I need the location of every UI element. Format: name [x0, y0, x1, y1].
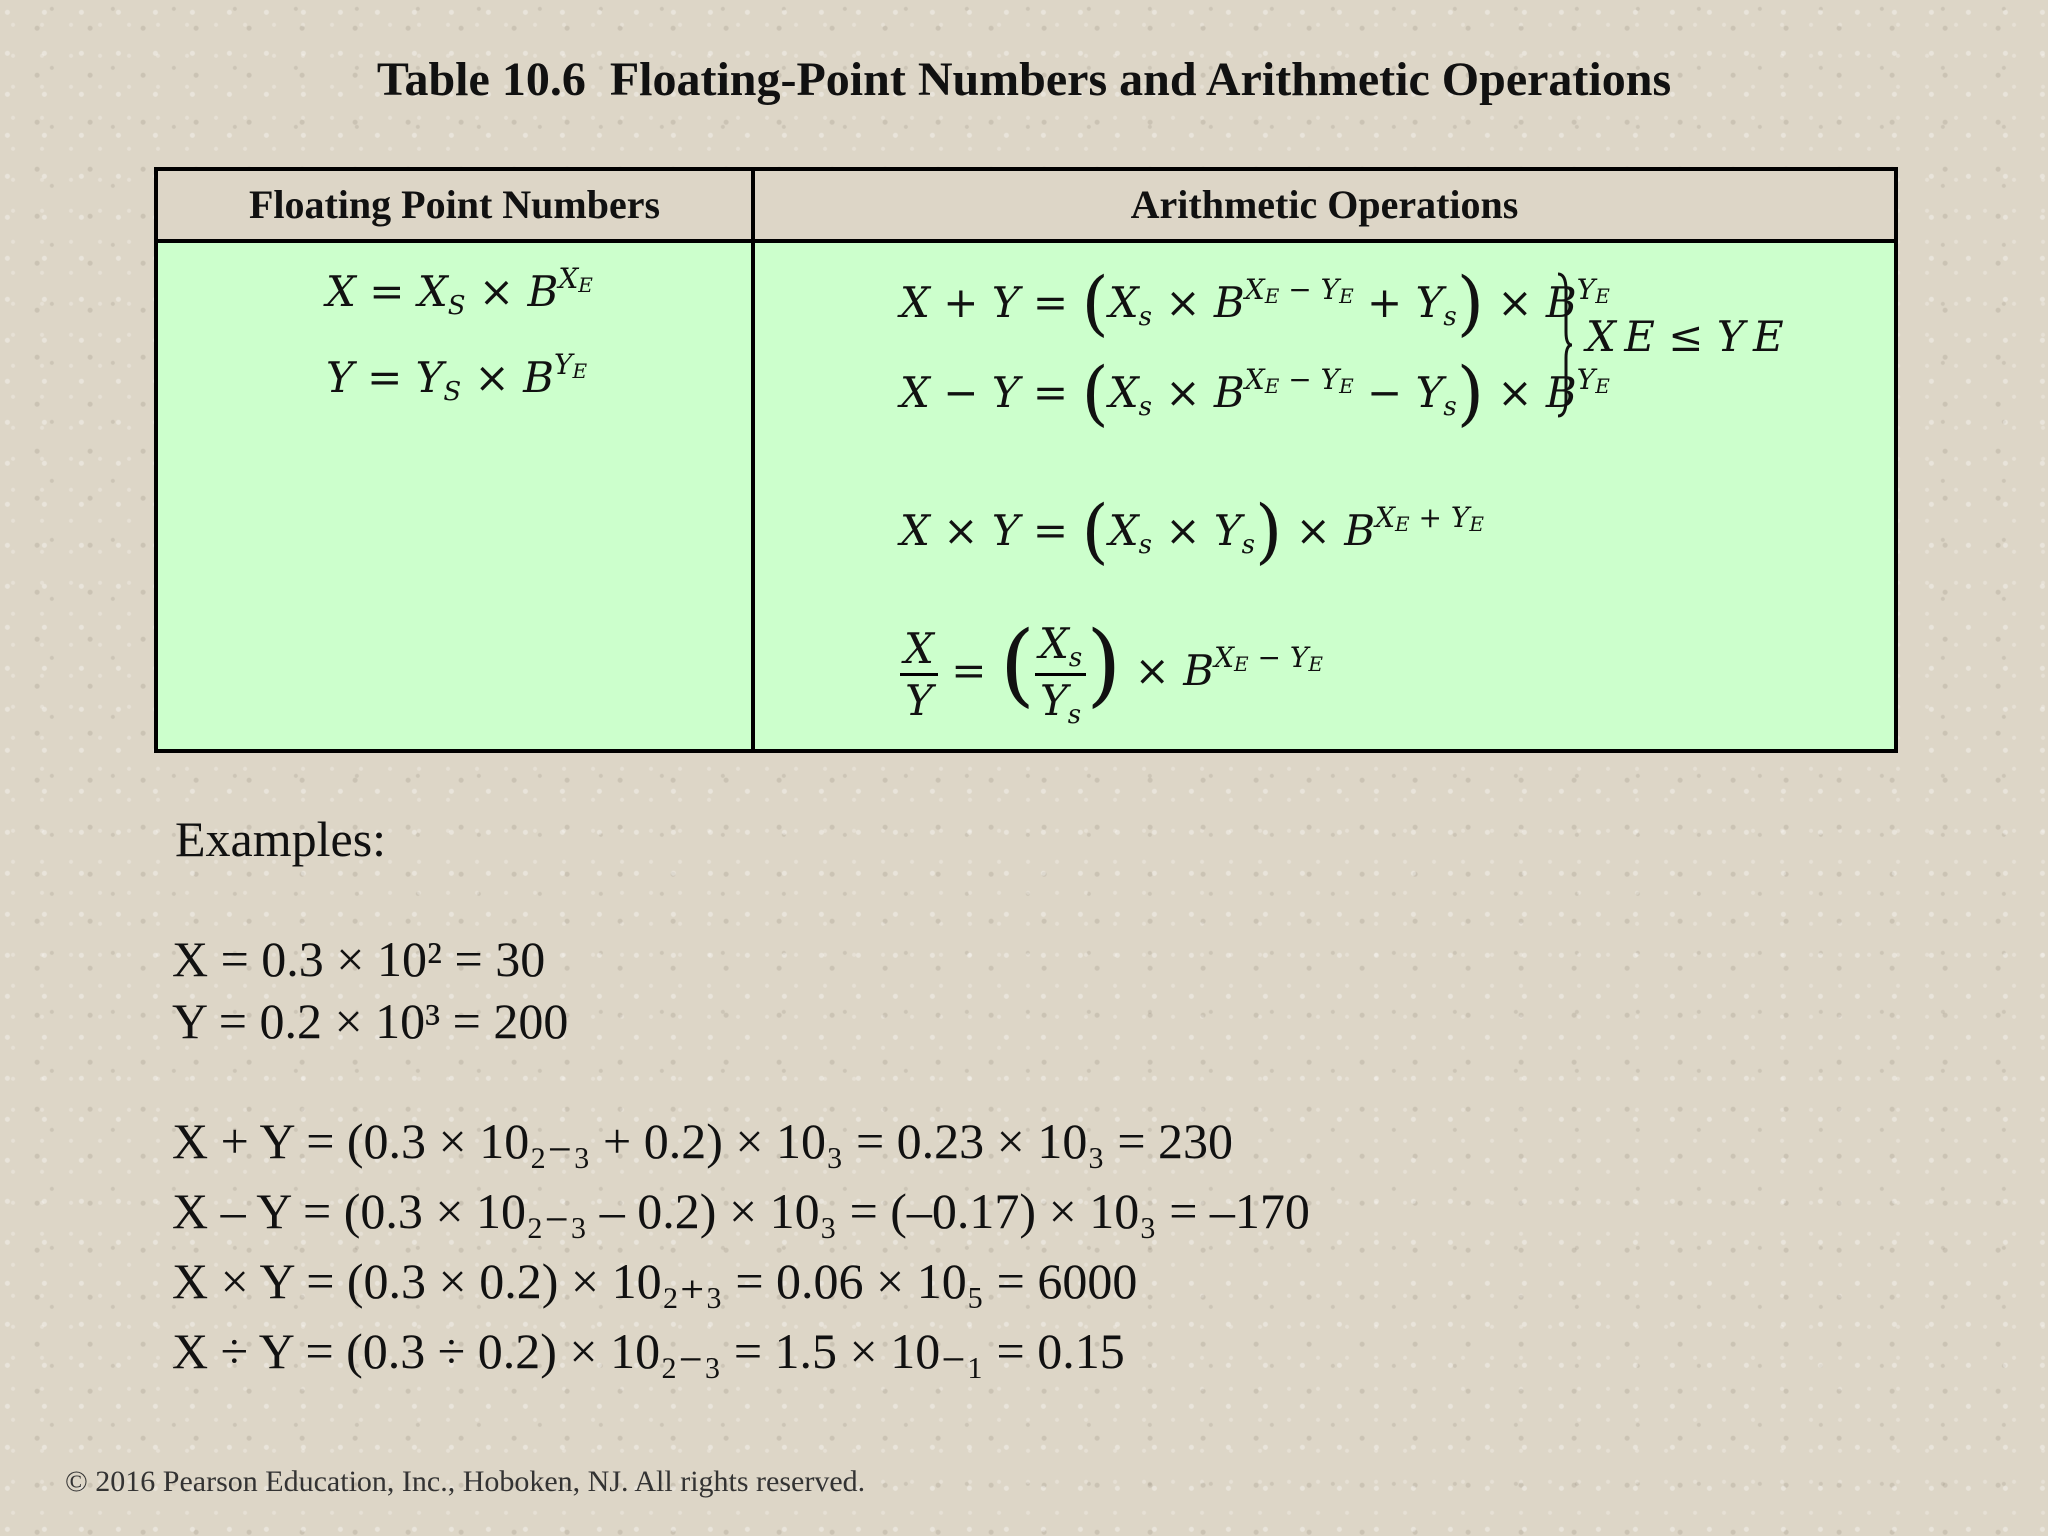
- header-floating-point-numbers: Floating Point Numbers: [248, 182, 661, 227]
- table-header-row: [158, 171, 1894, 243]
- formula-subtraction: $X - Y = (X_s \times B^{X_E - Y_E} - Y_s) \times B^{Y_E}$: [900, 352, 1610, 434]
- formula-division: $\frac{X}{Y}$ = ( $\frac{X_s}{Y_s}$ ) × $B^{X_E - Y_E}$: [900, 612, 1323, 730]
- right-brace-icon: [1556, 270, 1572, 420]
- example-y-definition: Y = 0.2 × 10³ = 200: [172, 993, 569, 1049]
- example-subtraction: X – Y = (0.3 × 10₂₋₃ – 0.2) × 10₃ = (–0.17) × 10₃ = –170: [172, 1183, 1310, 1239]
- exponent-condition: X E ≤ Y E: [1586, 312, 1784, 361]
- condition-brace: [1556, 270, 1784, 420]
- column-divider: [751, 171, 755, 749]
- example-division: X ÷ Y = (0.3 ÷ 0.2) × 10₂₋₃ = 1.5 × 10₋₁ = 0.15: [172, 1323, 1125, 1379]
- formula-y-definition: $Y = Y_S \times B^{Y_E}$: [326, 348, 588, 407]
- examples-label: Examples:: [175, 811, 387, 867]
- copyright-notice: © 2016 Pearson Education, Inc., Hoboken, NJ. All rights reserved.: [65, 1465, 866, 1498]
- example-x-definition: X = 0.3 × 10² = 30: [172, 931, 546, 987]
- header-arithmetic-operations: Arithmetic Operations: [1130, 182, 1519, 227]
- formula-x-definition: $X = X_S \times B^{X_E}$: [326, 262, 593, 321]
- example-multiplication: X × Y = (0.3 × 0.2) × 10₂₊₃ = 0.06 × 10₅ = 6000: [172, 1253, 1138, 1309]
- formula-multiplication: $X \times Y = (X_s \times Y_s) \times B^{X_E + Y_E}$: [900, 490, 1484, 572]
- slide-title: Table 10.6 Floating-Point Numbers and Arithmetic Operations: [376, 53, 1672, 106]
- formula-addition: $X + Y = (X_s \times B^{X_E - Y_E} + Y_s) \times B^{Y_E}$: [900, 262, 1610, 344]
- example-addition: X + Y = (0.3 × 10₂₋₃ + 0.2) × 10₃ = 0.23 × 10₃ = 230: [172, 1113, 1234, 1169]
